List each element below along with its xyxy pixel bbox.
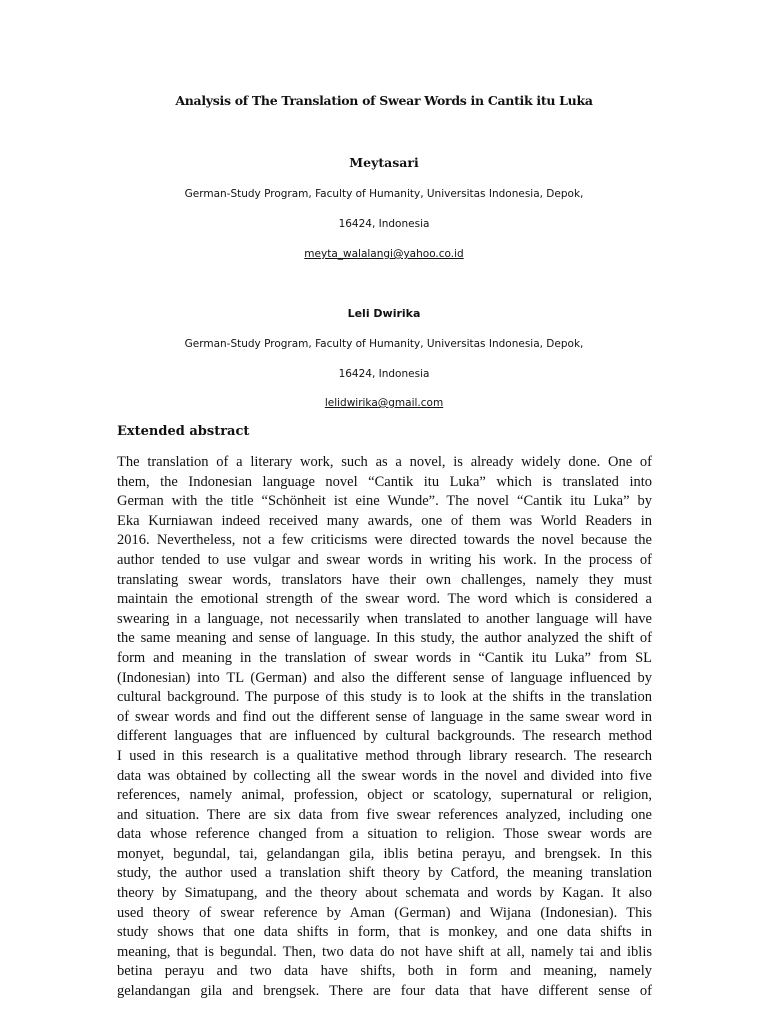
- author-affiliation-postcode: 16424, Indonesia: [338, 218, 430, 230]
- abstract-line: data was obtained by collecting all the swear words in the novel and divided into five: [117, 767, 652, 784]
- abstract-line: and situation. There are six data from five swear references analyzed, including one: [117, 806, 652, 823]
- section-heading: Extended abstract: [117, 424, 250, 439]
- author-affiliation-postcode: 16424, Indonesia: [338, 368, 430, 380]
- abstract-line: monyet, begundal, tai, gelandangan gila, iblis betina perayu, and brengsek. In this: [117, 845, 652, 862]
- abstract-line: study, the author used a translation shift theory by Catford, the meaning translation: [117, 865, 652, 882]
- abstract-line: 2016. Nevertheless, not a few criticisms were directed towards the novel because the: [117, 532, 652, 549]
- author-name: Meytasari: [349, 155, 419, 170]
- abstract-line: swearing in a language, not necessarily when translated to another language will have: [117, 610, 652, 627]
- abstract-line: I used in this research is a qualitative method through library research. The research: [117, 747, 652, 764]
- abstract-line: The translation of a literary work, such as a novel, is already widely done. One of: [117, 454, 652, 470]
- author-email: [0, 397, 768, 409]
- abstract-line: different languages that are influenced by cultural backgrounds. The research method: [117, 728, 652, 745]
- abstract-line: study shows that one data shifts in form, that is monkey, and one data shifts in: [117, 924, 652, 941]
- author-email-link[interactable]: meyta_walalangi@yahoo.co.id: [304, 248, 464, 260]
- author-name: Leli Dwirika: [347, 307, 421, 320]
- abstract-line: betina perayu and two data have shifts, both in form and meaning, namely: [117, 963, 652, 980]
- abstract-line: of swear words and find out the different sense of language in the same swear word in: [117, 708, 652, 725]
- author-affiliation: German-Study Program, Faculty of Humanity, Universitas Indonesia, Depok,: [184, 188, 584, 200]
- abstract-line: Eka Kurniawan indeed received many awards, one of them was World Readers in: [117, 512, 652, 529]
- abstract-line: gelandangan gila and brengsek. There are four data that have different sense of: [117, 983, 652, 1000]
- abstract-line: (Indonesian) into TL (German) and also the different sense of language influenced by: [117, 669, 652, 686]
- abstract-line: maintain the emotional strength of the swear word. The word which is considered a: [117, 591, 652, 608]
- abstract-line: them, the Indonesian language novel “Cantik itu Luka” which is translated into: [117, 473, 652, 490]
- abstract-line: cultural background. The purpose of this study is to look at the shifts in the translation: [117, 689, 652, 706]
- author-email-link[interactable]: lelidwirika@gmail.com: [324, 397, 444, 409]
- abstract-line: author tended to use vulgar and swear words in writing his work. In the process of: [117, 551, 652, 568]
- abstract-line: translating swear words, translators have their own challenges, namely they must: [117, 571, 652, 588]
- paper-title: Analysis of The Translation of Swear Words in Cantik itu Luka: [175, 93, 593, 108]
- abstract-body: [117, 453, 652, 1002]
- abstract-line: used theory of swear reference by Aman (German) and Wijana (Indonesian). This: [117, 904, 652, 921]
- abstract-line: theory by Simatupang, and the theory about schemata and words by Kagan. It also: [117, 885, 652, 902]
- abstract-line: meaning, that is begundal. Then, two data do not have shift at all, namely tai and iblis: [117, 943, 652, 960]
- author-email: [0, 248, 768, 260]
- abstract-line: German with the title “Schönheit ist eine Wunde”. The novel “Cantik itu Luka” by: [117, 493, 652, 510]
- abstract-line: the same meaning and sense of language. In this study, the author analyzed the shift of: [117, 630, 652, 647]
- abstract-line: data whose reference changed from a situation to religion. Those swear words are: [117, 826, 652, 843]
- abstract-line: references, namely animal, profession, object or scatology, supernatural or religion,: [117, 787, 652, 804]
- abstract-line: form and meaning in the translation of swear words in “Cantik itu Luka” from SL: [117, 649, 652, 666]
- author-affiliation: German-Study Program, Faculty of Humanity, Universitas Indonesia, Depok,: [184, 338, 584, 350]
